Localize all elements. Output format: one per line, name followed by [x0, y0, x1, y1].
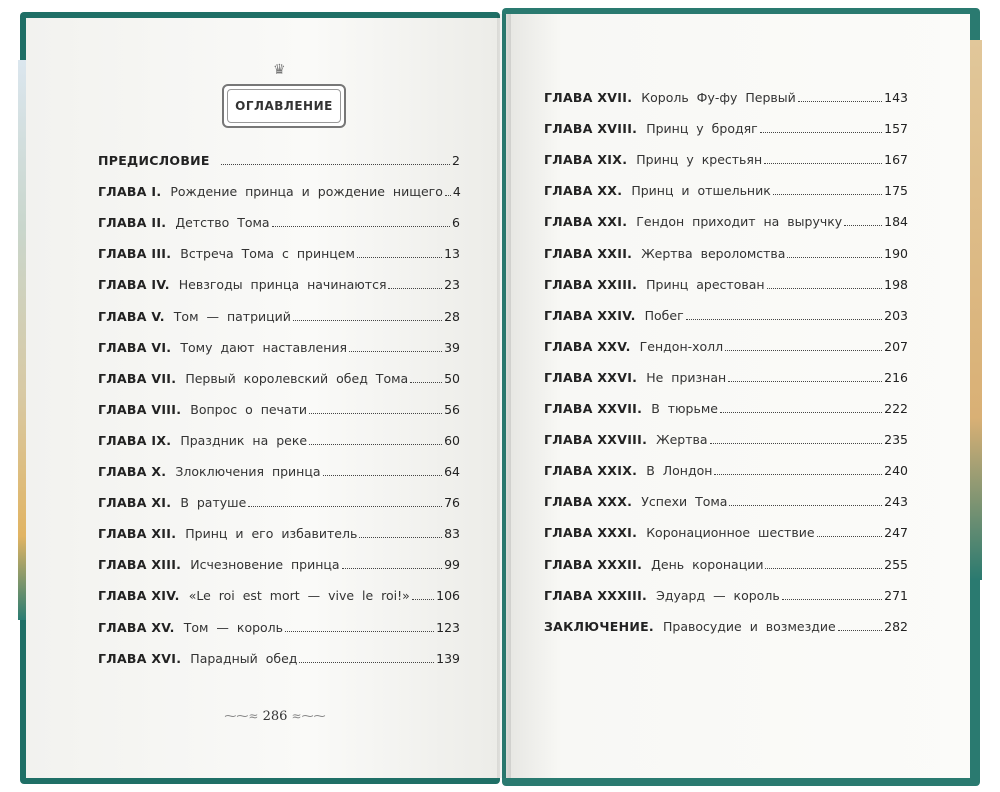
toc-dot-leader	[787, 257, 882, 258]
toc-entry-page: 13	[444, 246, 460, 262]
toc-entry-label: ГЛАВА III.	[98, 246, 172, 262]
toc-dot-leader	[767, 288, 883, 289]
toc-entry-title: Принц арестован	[646, 276, 765, 292]
toc-entry-title: Принц у крестьян	[636, 152, 763, 168]
toc-entry	[98, 277, 460, 292]
toc-entry-label: ГЛАВА VII.	[98, 370, 177, 386]
toc-entry-title: Встреча Тома с принцем	[180, 246, 355, 262]
ornament-right-icon: ≈⁓⁓	[291, 709, 326, 723]
toc-dot-leader	[221, 164, 450, 165]
toc-entry-label: ГЛАВА XVIII.	[544, 121, 638, 137]
toc-entry	[98, 309, 460, 324]
toc-entry	[544, 339, 908, 354]
toc-entry-page: 6	[452, 215, 460, 231]
toc-entry-title: Гендон приходит на выручку	[636, 214, 843, 230]
toc-entry-page: 4	[452, 184, 461, 200]
toc-entry-page: 235	[884, 432, 908, 448]
toc-entry	[98, 464, 460, 479]
toc-entry	[98, 184, 460, 199]
toc-dot-leader	[714, 474, 882, 475]
toc-entry-page: 271	[884, 587, 908, 603]
toc-entry-title: Жертва вероломства	[641, 245, 786, 261]
toc-dot-leader	[272, 226, 450, 227]
toc-entry-title: Принц и его избавитель	[185, 526, 358, 542]
toc-entry-title: Тому дают наставления	[180, 339, 348, 355]
page-number-value: 286	[262, 709, 288, 724]
toc-entry-page: 106	[436, 588, 460, 604]
toc-entry-title: Правосудие и возмездие	[662, 618, 836, 634]
toc-entry-label: ГЛАВА XXVIII.	[544, 432, 648, 448]
toc-entry-title: Праздник на реке	[180, 432, 308, 448]
toc-dot-leader	[410, 382, 442, 383]
toc-entry-title: Исчезновение принца	[190, 557, 340, 573]
toc-entry-label: ГЛАВА XVI.	[98, 650, 182, 666]
toc-entry	[98, 402, 460, 417]
toc-entry-page: 64	[444, 464, 460, 479]
toc-entry-label: ГЛАВА XV.	[98, 619, 175, 635]
toc-dot-leader	[728, 381, 882, 382]
toc-dot-leader	[309, 413, 442, 414]
toc-entry	[98, 557, 460, 572]
toc-entry-title: Коронационное шествие	[646, 525, 815, 541]
toc-entry-title: Невзгоды принца начинаются	[178, 277, 387, 293]
toc-entry-title: В ратуше	[180, 495, 247, 511]
toc-entry	[544, 121, 908, 136]
toc-entry-label: ГЛАВА XIV.	[98, 588, 180, 604]
toc-entry-label: ГЛАВА XXXII.	[544, 556, 643, 572]
ornament-left-icon: ⁓⁓≈	[224, 709, 259, 723]
toc-dot-leader	[323, 475, 443, 476]
heading-box	[222, 84, 346, 128]
toc-entry-title: Побег	[644, 307, 684, 323]
toc-entry-title: Том — король	[183, 619, 284, 635]
toc-entry	[98, 588, 460, 603]
toc-entry-page: 175	[884, 183, 908, 199]
toc-dot-leader	[765, 568, 882, 569]
toc-entry	[544, 463, 908, 478]
toc-dot-leader	[359, 537, 442, 538]
toc-entry	[544, 277, 908, 292]
toc-dot-leader	[412, 599, 434, 600]
toc-dot-leader	[725, 350, 882, 351]
toc-entry-title: Король Фу-фу Первый	[641, 90, 796, 105]
toc-entry-label: ГЛАВА XIX.	[544, 152, 628, 168]
toc-entry-label: ГЛАВА XXII.	[544, 245, 633, 261]
toc-entry-label: ГЛАВА II.	[98, 215, 167, 231]
toc-entry-title: Успехи Тома	[641, 494, 728, 510]
toc-entry-page: 216	[884, 369, 908, 385]
toc-entry-page: 198	[884, 276, 908, 292]
toc-entry-page: 56	[444, 401, 460, 417]
toc-entry-label: ГЛАВА XII.	[98, 526, 177, 542]
toc-entry	[544, 90, 908, 105]
toc-entry-page: 222	[884, 401, 908, 416]
toc-entry	[98, 371, 460, 386]
toc-entry-page: 243	[884, 494, 908, 510]
toc-dot-leader	[285, 631, 434, 632]
toc-dot-leader	[844, 225, 882, 226]
toc-entry-title: Злоключения принца	[175, 464, 321, 479]
toc-entry-page: 28	[444, 308, 460, 324]
toc-entry-title: В тюрьме	[651, 401, 718, 416]
toc-dot-leader	[445, 195, 451, 196]
page-title: ОГЛАВЛЕНИЕ	[235, 99, 333, 113]
toc-entry-page: 99	[444, 557, 460, 573]
toc-entry	[544, 308, 908, 323]
toc-dot-leader	[293, 320, 442, 321]
toc-entry-title: Гендон-холл	[639, 338, 724, 354]
toc-dot-leader	[817, 536, 883, 537]
toc-entry-page: 60	[444, 432, 460, 448]
toc-entry-label: ГЛАВА XXV.	[544, 338, 631, 354]
toc-entry	[544, 370, 908, 385]
toc-entry-label: ГЛАВА X.	[98, 464, 167, 479]
toc-entry-label: ГЛАВА XIII.	[98, 557, 182, 573]
crown-icon: ♛	[273, 62, 286, 78]
toc-entry-label: ГЛАВА VIII.	[98, 401, 182, 417]
toc-entry-page: 39	[444, 339, 460, 355]
toc-entry-page: 240	[884, 463, 908, 479]
toc-dot-leader	[798, 101, 882, 102]
toc-entry-page: 83	[444, 526, 460, 542]
toc-entry	[544, 214, 908, 229]
toc-entry	[98, 526, 460, 541]
toc-entry-page: 184	[884, 214, 908, 230]
toc-entry	[544, 494, 908, 509]
toc-entry	[98, 433, 460, 448]
toc-entry	[98, 340, 460, 355]
toc-entry	[98, 153, 460, 168]
book-gutter	[497, 14, 511, 778]
toc-dot-leader	[349, 351, 442, 352]
toc-entry	[544, 432, 908, 447]
toc-entry-title: Эдуард — король	[656, 587, 780, 603]
toc-entry-label: ГЛАВА XXVII.	[544, 401, 643, 416]
toc-entry-page: 167	[884, 152, 908, 168]
toc-entry-page: 207	[884, 338, 908, 354]
toc-entry-label: ГЛАВА XXIV.	[544, 307, 636, 323]
toc-entry-label: ГЛАВА XXIX.	[544, 463, 638, 479]
toc-entry-page: 255	[884, 556, 908, 572]
toc-entry	[544, 557, 908, 572]
toc-dot-leader	[710, 443, 883, 444]
toc-entry-label: ГЛАВА VI.	[98, 339, 172, 355]
toc-entry-title: В Лондон	[646, 463, 713, 479]
toc-entry-page: 76	[444, 495, 460, 511]
toc-entry-label: ГЛАВА XXX.	[544, 494, 633, 510]
toc-entry	[544, 619, 908, 634]
toc-dot-leader	[388, 288, 442, 289]
toc-entry	[544, 152, 908, 167]
toc-dot-leader	[299, 662, 434, 663]
toc-entry-page: 143	[884, 90, 908, 105]
toc-entry-title: День коронации	[651, 556, 764, 572]
toc-entry-title: Вопрос о печати	[190, 401, 308, 417]
toc-dot-leader	[838, 630, 882, 631]
toc-entry	[544, 588, 908, 603]
toc-entry-title: Жертва	[656, 432, 708, 448]
toc-entry	[544, 401, 908, 416]
toc-dot-leader	[248, 506, 442, 507]
toc-entry	[98, 620, 460, 635]
heading-frame	[200, 62, 368, 134]
toc-entry	[98, 215, 460, 230]
page-number	[210, 709, 340, 724]
toc-entry-title: Принц у бродяг	[646, 121, 758, 137]
toc-dot-leader	[760, 132, 882, 133]
toc-entry-page: 203	[884, 307, 908, 323]
toc-dot-leader	[686, 319, 883, 320]
toc-entry-page: 247	[884, 525, 908, 541]
toc-entry-label: ГЛАВА XXVI.	[544, 369, 638, 385]
toc-entry	[544, 246, 908, 261]
toc-entry-title: «Le roi est mort — vive le roi!»	[188, 588, 410, 604]
toc-entry-label: ГЛАВА XVII.	[544, 90, 633, 105]
toc-entry-label: ГЛАВА XXI.	[544, 214, 628, 230]
toc-dot-leader	[720, 412, 882, 413]
toc-dot-leader	[782, 599, 882, 600]
toc-entry-label: ГЛАВА XX.	[544, 183, 623, 199]
toc-entry-page: 23	[444, 277, 460, 293]
cover-illustration-edge-right	[968, 40, 982, 580]
toc-entry-label: ГЛАВА IV.	[98, 277, 170, 293]
toc-entry-label: ГЛАВА XI.	[98, 495, 172, 511]
toc-entry-page: 2	[452, 153, 460, 168]
toc-entry-label: ГЛАВА XXXIII.	[544, 587, 648, 603]
toc-dot-leader	[764, 163, 882, 164]
toc-entry-page: 282	[884, 618, 908, 634]
toc-entry-page: 123	[436, 619, 460, 635]
toc-entry-label: ГЛАВА I.	[98, 184, 162, 200]
toc-entry	[544, 183, 908, 198]
toc-entry-page: 50	[444, 370, 460, 386]
toc-dot-leader	[773, 194, 882, 195]
toc-entry-label: ГЛАВА V.	[98, 308, 165, 324]
toc-entry-page: 157	[884, 121, 908, 137]
toc-dot-leader	[342, 568, 443, 569]
toc-entry-title: Детство Тома	[175, 215, 270, 231]
toc-entry	[544, 525, 908, 540]
toc-entry	[98, 246, 460, 261]
toc-entry-title: Не признан	[646, 369, 727, 385]
toc-entry-label: ГЛАВА XXXI.	[544, 525, 638, 541]
toc-entry-title: Парадный обед	[190, 650, 298, 666]
toc-entry	[98, 651, 460, 666]
toc-dot-leader	[309, 444, 442, 445]
toc-entry	[98, 495, 460, 510]
toc-entry-label: ГЛАВА XXIII.	[544, 276, 638, 292]
toc-entry-title: Том — патриций	[173, 308, 291, 324]
toc-entry-label: ПРЕДИСЛОВИЕ	[98, 153, 210, 168]
toc-entry-label: ГЛАВА IX.	[98, 432, 172, 448]
toc-dot-leader	[357, 257, 442, 258]
toc-entry-page: 139	[436, 650, 460, 666]
toc-entry-title: Первый королевский обед Тома	[185, 370, 409, 386]
toc-entry-page: 190	[884, 245, 908, 261]
toc-entry-title: Принц и отшельник	[631, 183, 771, 199]
toc-entry-label: ЗАКЛЮЧЕНИЕ.	[544, 618, 654, 634]
toc-dot-leader	[729, 505, 882, 506]
toc-entry-title: Рождение принца и рождение нищего	[170, 184, 443, 200]
